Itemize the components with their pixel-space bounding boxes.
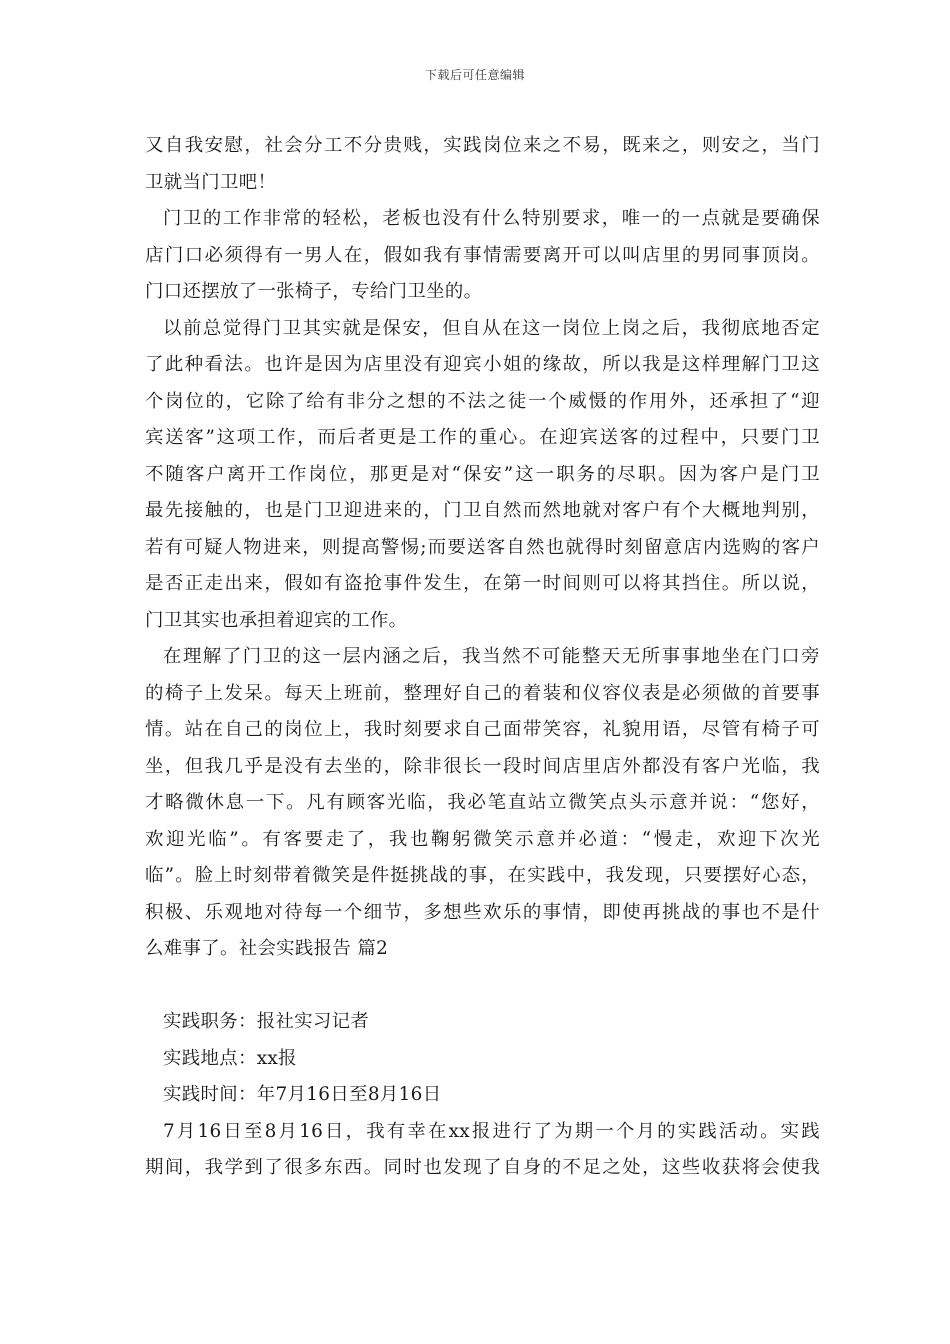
text-line: 积极、乐观地对待每一个细节，多想些欢乐的事情，即使再挑战的事也不是什 xyxy=(145,901,820,923)
text-line: 门口还摆放了一张椅子，专给门卫坐的。 xyxy=(145,281,483,302)
text-line: 在理解了门卫的这一层内涵之后，我当然不可能整天无所事事地坐在门口旁 xyxy=(163,646,820,667)
text-line: 是否正走出来，假如有盗抢事件发生，在第一时间则可以将其挡住。所以说， xyxy=(145,573,820,594)
page-header-note: 下载后可任意编辑 xyxy=(424,68,525,82)
text-line: 个岗位的，它除了给有非分之想的不法之徒一个威慑的作用外，还承担了“迎 xyxy=(145,390,820,412)
text-line: 实践地点：xx报 xyxy=(163,1047,297,1069)
text-line: 临”。脸上时刻带着微笑是件挺挑战的事，在实践中，我发现，只要摆好心态， xyxy=(145,865,820,886)
text-line: 么难事了。社会实践报告 篇2 xyxy=(145,938,389,959)
text-line: 实践职务：报社实习记者 xyxy=(163,1011,370,1032)
text-line: 不随客户离开工作岗位，那更是对“保安”这一职务的尽职。因为客户是门卫 xyxy=(145,463,820,485)
blank-line xyxy=(145,968,820,1005)
text-line: 店门口必须得有一男人在，假如我有事情需要离开可以叫店里的男同事顶岗。 xyxy=(145,244,820,266)
text-line: 若有可疑人物进来，则提高警惕;而要送客自然也就得时刻留意店内选购的客户 xyxy=(145,536,820,558)
document-body xyxy=(145,128,820,1187)
text-line: 才略微休息一下。凡有顾客光临，我必笔直站立微笑点头示意并说：“您好， xyxy=(145,792,820,813)
text-line: 期间，我学到了很多东西。同时也发现了自身的不足之处，这些收获将会使我 xyxy=(145,1157,820,1178)
text-line: 宾送客”这项工作，而后者更是工作的重心。在迎宾送客的过程中，只要门卫 xyxy=(145,427,820,448)
text-line: 以前总觉得门卫其实就是保安，但自从在这一岗位上岗之后，我彻底地否定 xyxy=(163,317,820,339)
text-line: 的椅子上发呆。每天上班前，整理好自己的着装和仪容仪表是必须做的首要事 xyxy=(145,682,820,704)
text-line: 欢迎光临”。有客要走了，我也鞠躬微笑示意并必道：“慢走，欢迎下次光 xyxy=(145,828,820,850)
text-line: 情。站在自己的岗位上，我时刻要求自己面带笑容，礼貌用语，尽管有椅子可 xyxy=(145,719,820,740)
text-line: 卫就当门卫吧！ xyxy=(145,171,277,193)
text-line: 7月16日至8月16日，我有幸在xx报进行了为期一个月的实践活动。实践 xyxy=(163,1120,820,1142)
text-line: 门卫的工作非常的轻松，老板也没有什么特别要求，唯一的一点就是要确保 xyxy=(163,208,820,229)
text-line: 又自我安慰，社会分工不分贵贱，实践岗位来之不易，既来之，则安之，当门 xyxy=(145,135,820,156)
text-line: 坐，但我几乎是没有去坐的，除非很长一段时间店里店外都没有客户光临，我 xyxy=(145,755,820,777)
text-line: 实践时间：年7月16日至8月16日 xyxy=(163,1084,442,1105)
text-line: 最先接触的，也是门卫迎进来的，门卫自然而然地就对客户有个大概地判别， xyxy=(145,500,820,521)
text-line: 了此种看法。也许是因为店里没有迎宾小姐的缘故，所以我是这样理解门卫这 xyxy=(145,354,820,375)
text-line: 门卫其实也承担着迎宾的工作。 xyxy=(145,609,408,631)
